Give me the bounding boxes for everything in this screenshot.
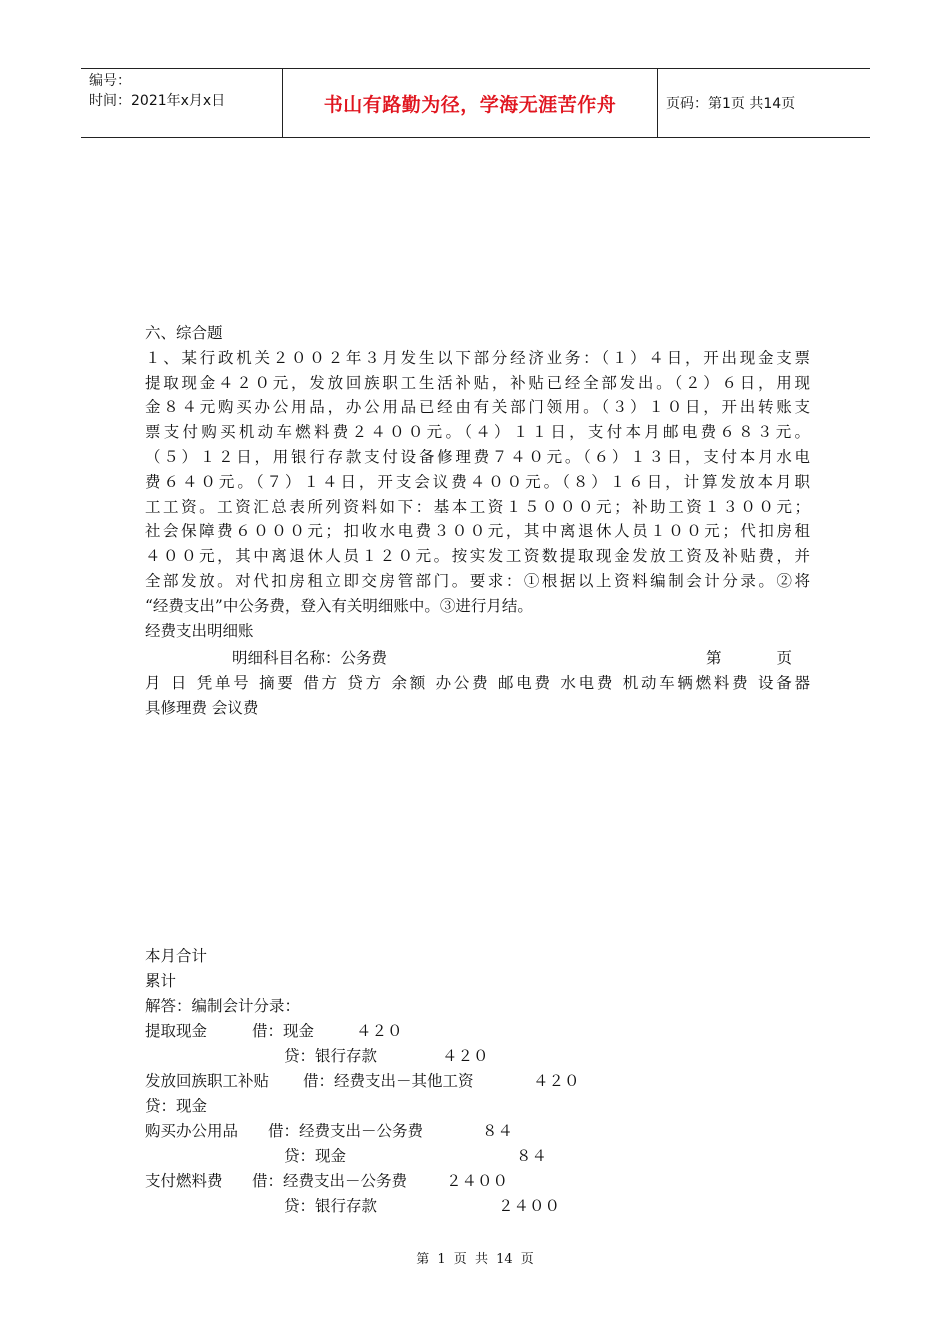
- entry-amount: ８４: [516, 1147, 548, 1165]
- entry-debit: 借：经费支出－公务费: [252, 1172, 408, 1190]
- footer-total-pages: 14: [496, 1252, 513, 1267]
- header-motto: 书山有路勤为径，学海无涯苦作舟: [323, 93, 617, 116]
- header-motto-cell: [283, 69, 658, 137]
- para-line: ４００元，其中离退休人员１２０元。按实发工资数提取现金发放工资及补贴费，并: [145, 547, 810, 566]
- entry-amount: ２４００: [498, 1197, 561, 1215]
- entry-debit: 借：经费支出－其他工资: [303, 1072, 474, 1090]
- para-line: 提取现金４２０元，发放回族职工生活补贴，补贴已经全部发出。（２）６日，用现: [145, 373, 810, 392]
- entry-credit: 贷：现金: [145, 1097, 208, 1115]
- entry-label: 发放回族职工补贴: [145, 1072, 270, 1090]
- para-line: 金８４元购买办公用品，办公用品已经由有关部门领用。（３）１０日，开出转账支: [145, 398, 810, 417]
- entry-debit: 借：现金: [252, 1022, 315, 1040]
- footer-gong: 共: [474, 1252, 488, 1267]
- ledger-title: 经费支出明细账: [145, 621, 254, 640]
- header-meta: [81, 69, 283, 137]
- ledger-columns-line: 月 日 凭单号 摘要 借方 贷方 余额 办公费 邮电费 水电费 机动车辆燃料费 设备器: [145, 674, 810, 692]
- para-line: （５）１２日，用银行存款支付设备修理费７４０元。（６）１３日，支付本月水电: [145, 447, 810, 466]
- answer-intro: 解答：编制会计分录：: [145, 997, 301, 1015]
- time-label: 时间：2021年x月x日: [89, 93, 226, 109]
- entry-debit: 借：经费支出－公务费: [268, 1122, 424, 1140]
- entry-credit: 贷：银行存款: [284, 1047, 378, 1065]
- ledger-page-ye: 页: [776, 649, 792, 667]
- question-section: [145, 321, 810, 643]
- para-line: 费６４０元。（７）１４日，开支会议费４００元。（８）１６日，计算发放本月职: [145, 472, 810, 491]
- entry-amount: ４２０: [442, 1047, 489, 1065]
- entry-credit: 贷：银行存款: [284, 1197, 378, 1215]
- para-line: 票支付购买机动车燃料费２４００元。（４）１１日，支付本月邮电费６８３元。: [145, 423, 810, 442]
- entry-label: 购买办公用品: [145, 1122, 239, 1140]
- para-line: １、某行政机关２００２年３月发生以下部分经济业务：（１）４日，开出现金支票: [145, 348, 810, 367]
- entry-label: 提取现金: [145, 1022, 208, 1040]
- entry-amount: ８４: [482, 1122, 514, 1140]
- section-title: 六、综合题: [145, 324, 223, 342]
- ledger-page-di: 第: [706, 649, 722, 667]
- month-total: 本月合计: [145, 947, 208, 965]
- entry-amount: ４２０: [533, 1072, 580, 1090]
- ledger-subject: 明细科目名称：公务费: [232, 649, 388, 667]
- para-line: 全部发放。对代扣房租立即交房管部门。要求：①根据以上资料编制会计分录。②将: [145, 571, 810, 590]
- entry-credit: 贷：现金: [284, 1147, 347, 1165]
- footer-ye: 页: [453, 1252, 467, 1267]
- ledger-columns: [145, 671, 810, 721]
- footer-page-number: 1: [437, 1252, 446, 1267]
- entry-amount: ４２０: [356, 1022, 403, 1040]
- header-page-info: 页码：第1页 共14页: [666, 96, 796, 112]
- ledger-page-field: [706, 646, 792, 668]
- cumulative: 累计: [145, 972, 177, 990]
- page-footer: [0, 1248, 950, 1267]
- entry-label: 支付燃料费: [145, 1172, 223, 1190]
- para-line: 社会保障费６０００元；扣收水电费３００元，其中离退休人员１００元；代扣房租: [145, 522, 810, 541]
- entry-amount: ２４００: [446, 1172, 509, 1190]
- page-header: [81, 68, 870, 138]
- footer-ye2: 页: [520, 1252, 534, 1267]
- footer-di: 第: [416, 1252, 430, 1267]
- ledger-columns-line: 具修理费 会议费: [145, 698, 259, 717]
- number-label: 编号：: [89, 73, 131, 89]
- para-line: “经费支出”中公务费，登入有关明细账中。③进行月结。: [145, 596, 533, 615]
- para-line: 工工资。工资汇总表所列资料如下：基本工资１５０００元；补助工资１３００元；: [145, 497, 810, 516]
